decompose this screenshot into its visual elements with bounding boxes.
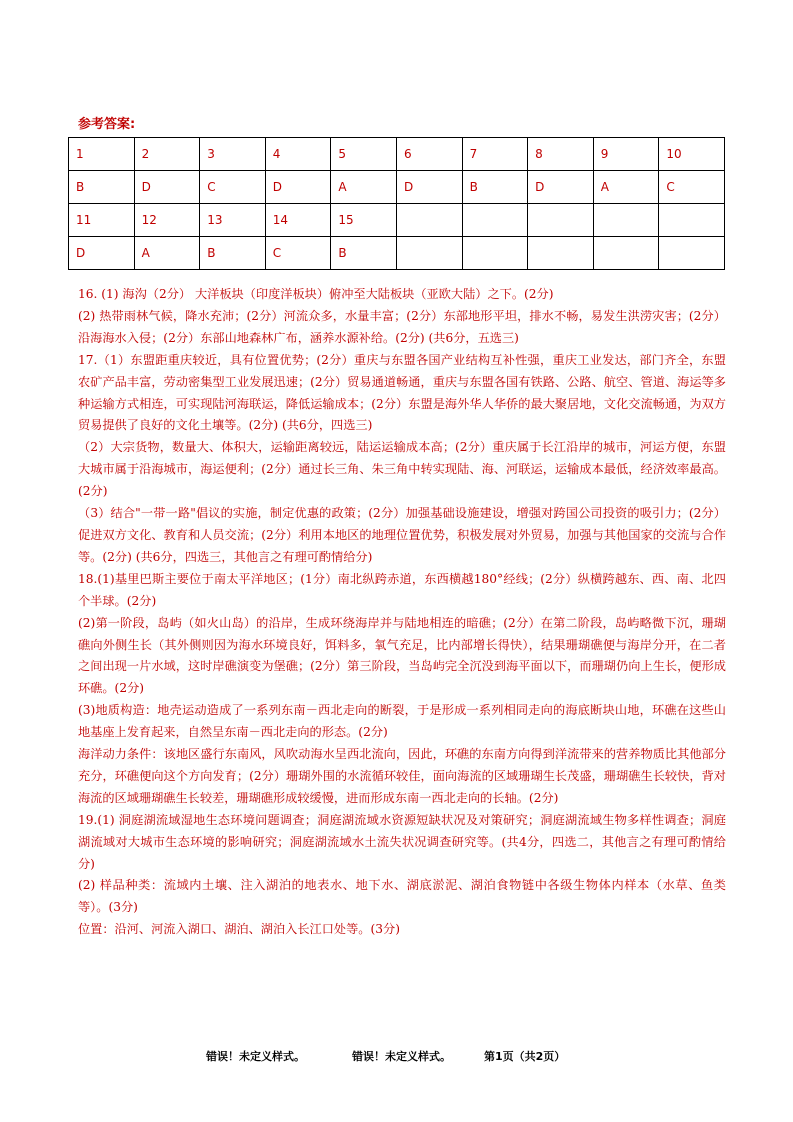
answer-16-2: (2) 热带雨林气候，降水充沛；(2分）河流众多，水量丰富；(2分）东部地形平坦，排水不畅，易发生洪涝灾害；(2分）沿海海水入侵；(2分）东部山地森林广布，涵养水源补给。(2分) (共6分，五选三) — [78, 308, 726, 345]
table-cell — [462, 204, 528, 237]
table-cell: A — [134, 237, 200, 270]
answer-17-1: 17.（1）东盟距重庆较近，具有位置优势；(2分）重庆与东盟各国产业结构互补性强，重庆工业发达，部门齐全，东盟农矿产品丰富，劳动密集型工业发展迅速；(2分）贸易通道畅通，重庆与东盟各国有铁路、公路、航空、管道、海运等多种运输方式相连，可实现陆河海联运，降低运输成本；(2分）东盟是海外华人华侨的最大聚居地，文化交流畅通，为双方贸易提供了良好的文化土壤等。(2分) (共6分，四选三) — [78, 352, 726, 433]
answer-17-3: （3）结合"一带一路"倡议的实施，制定优惠的政策；(2分）加强基础设施建设，增强对跨国公司投资的吸引力；(2分）促进双方文化、教育和人员交流；(2分）利用本地区的地理位置优势，积极发展对外贸易，加强与其他国家的交流与合作等。(2分) (共6分，四选三，其他言之有理可酌情给分) — [78, 506, 726, 564]
answer-18-2: (2)第一阶段，岛屿（如火山岛）的沿岸，生成环绕海岸并与陆地相连的暗礁；(2分）在第二阶段，岛屿略微下沉，珊瑚礁向外侧生长（其外侧则因为海水环境良好，饵料多，氧气充足，比内部增长得快），结果珊瑚礁便与海岸分开，在二者之间出现一片水域，这时岸礁演变为堡礁；(2分）第三阶段，当岛屿完全沉没到海平面以下，而珊瑚仍向上生长，便形成环礁。(2分) — [78, 615, 726, 696]
table-cell: A — [593, 171, 659, 204]
table-row — [69, 204, 725, 237]
table-cell: 12 — [134, 204, 200, 237]
table-cell: B — [69, 171, 135, 204]
table-cell: 10 — [659, 138, 725, 171]
table-cell: 3 — [200, 138, 266, 171]
answer-19-2: (2) 样品种类：流域内土壤、注入湖泊的地表水、地下水、湖底淤泥、湖泊食物链中各级生物体内样本（水草、鱼类等）。(3分) — [78, 878, 726, 915]
table-cell: 14 — [265, 204, 331, 237]
table-cell: C — [265, 237, 331, 270]
answer-19-1: 19.(1) 洞庭湖流域湿地生态环境问题调查；洞庭湖流域水资源短缺状况及对策研究；洞庭湖流域生物多样性调查；洞庭湖流域对大城市生态环境的影响研究；洞庭湖流域水土流失状况调查研究等。(共4分，四选二，其他言之有理可酌情给分) — [78, 812, 726, 871]
table-cell: 4 — [265, 138, 331, 171]
table-cell — [659, 204, 725, 237]
table-cell: 1 — [69, 138, 135, 171]
table-cell: 9 — [593, 138, 659, 171]
table-cell: C — [200, 171, 266, 204]
table-cell: D — [69, 237, 135, 270]
table-cell: D — [265, 171, 331, 204]
table-row — [69, 171, 725, 204]
answer-17-2: （2）大宗货物，数量大、体积大，运输距离较远，陆运运输成本高；(2分）重庆属于长江沿岸的城市，河运方便，东盟大城市属于沿海城市，海运便利；(2分）通过长三角、朱三角中转实现陆、海、河联运，运输成本最低，经济效率最高。(2分) — [78, 440, 726, 499]
table-cell — [396, 204, 462, 237]
answer-18-3-geology: (3)地质构造：地壳运动造成了一系列东南－西北走向的断裂，于是形成一系列相同走向的海底断块山地，环礁在这些山地基座上发育起来，自然呈东南－西北走向的形态。(2分) — [78, 703, 726, 740]
footer-page-number: 第1页（共2页） — [484, 1050, 566, 1063]
table-cell: D — [134, 171, 200, 204]
table-cell: 6 — [396, 138, 462, 171]
table-cell — [462, 237, 528, 270]
table-cell: 8 — [528, 138, 594, 171]
table-cell: A — [331, 171, 397, 204]
table-cell: C — [659, 171, 725, 204]
table-cell: 5 — [331, 138, 397, 171]
table-cell: B — [331, 237, 397, 270]
answer-19-position: 位置：沿河、河流入湖口、湖泊、湖泊入长江口处等。(3分) — [78, 922, 400, 937]
table-cell — [593, 204, 659, 237]
table-cell — [593, 237, 659, 270]
table-cell: 15 — [331, 204, 397, 237]
table-cell: B — [200, 237, 266, 270]
footer-style-error-2: 错误！未定义样式。 — [352, 1050, 451, 1063]
answer-heading: 参考答案: — [78, 117, 136, 132]
answer-18-3-ocean: 海洋动力条件：该地区盛行东南风，风吹动海水呈西北流向，因此，环礁的东南方向得到洋流带来的营养物质比其他部分充分，环礁便向这个方向发育；(2分）珊瑚外围的水流循环较佳，面向海流的区域珊瑚生长茂盛，珊瑚礁生长较快，背对海流的区域珊瑚礁生长较差，珊瑚礁形成较缓慢，进而形成东南一西北走向的长轴。(2分) — [78, 747, 726, 805]
table-cell: D — [528, 171, 594, 204]
footer-style-error-1: 错误！未定义样式。 — [206, 1050, 305, 1063]
answer-18-1: 18.(1)基里巴斯主要位于南太平洋地区；(1分）南北纵跨赤道，东西横越180°经线；(2分）纵横跨越东、西、南、北四个半球。(2分) — [78, 571, 726, 608]
answer-16-1: 16. (1) 海沟（2分） 大洋板块（印度洋板块）俯冲至大陆板块（亚欧大陆）之下。(2分) — [78, 287, 554, 301]
table-cell: D — [396, 171, 462, 204]
table-cell — [659, 237, 725, 270]
table-cell — [528, 204, 594, 237]
answer-table — [68, 137, 725, 270]
table-cell — [528, 237, 594, 270]
table-cell: 7 — [462, 138, 528, 171]
answer-body — [78, 284, 726, 941]
table-cell: 2 — [134, 138, 200, 171]
table-row — [69, 138, 725, 171]
table-cell — [396, 237, 462, 270]
table-cell: B — [462, 171, 528, 204]
table-cell: 13 — [200, 204, 266, 237]
table-row — [69, 237, 725, 270]
table-cell: 11 — [69, 204, 135, 237]
